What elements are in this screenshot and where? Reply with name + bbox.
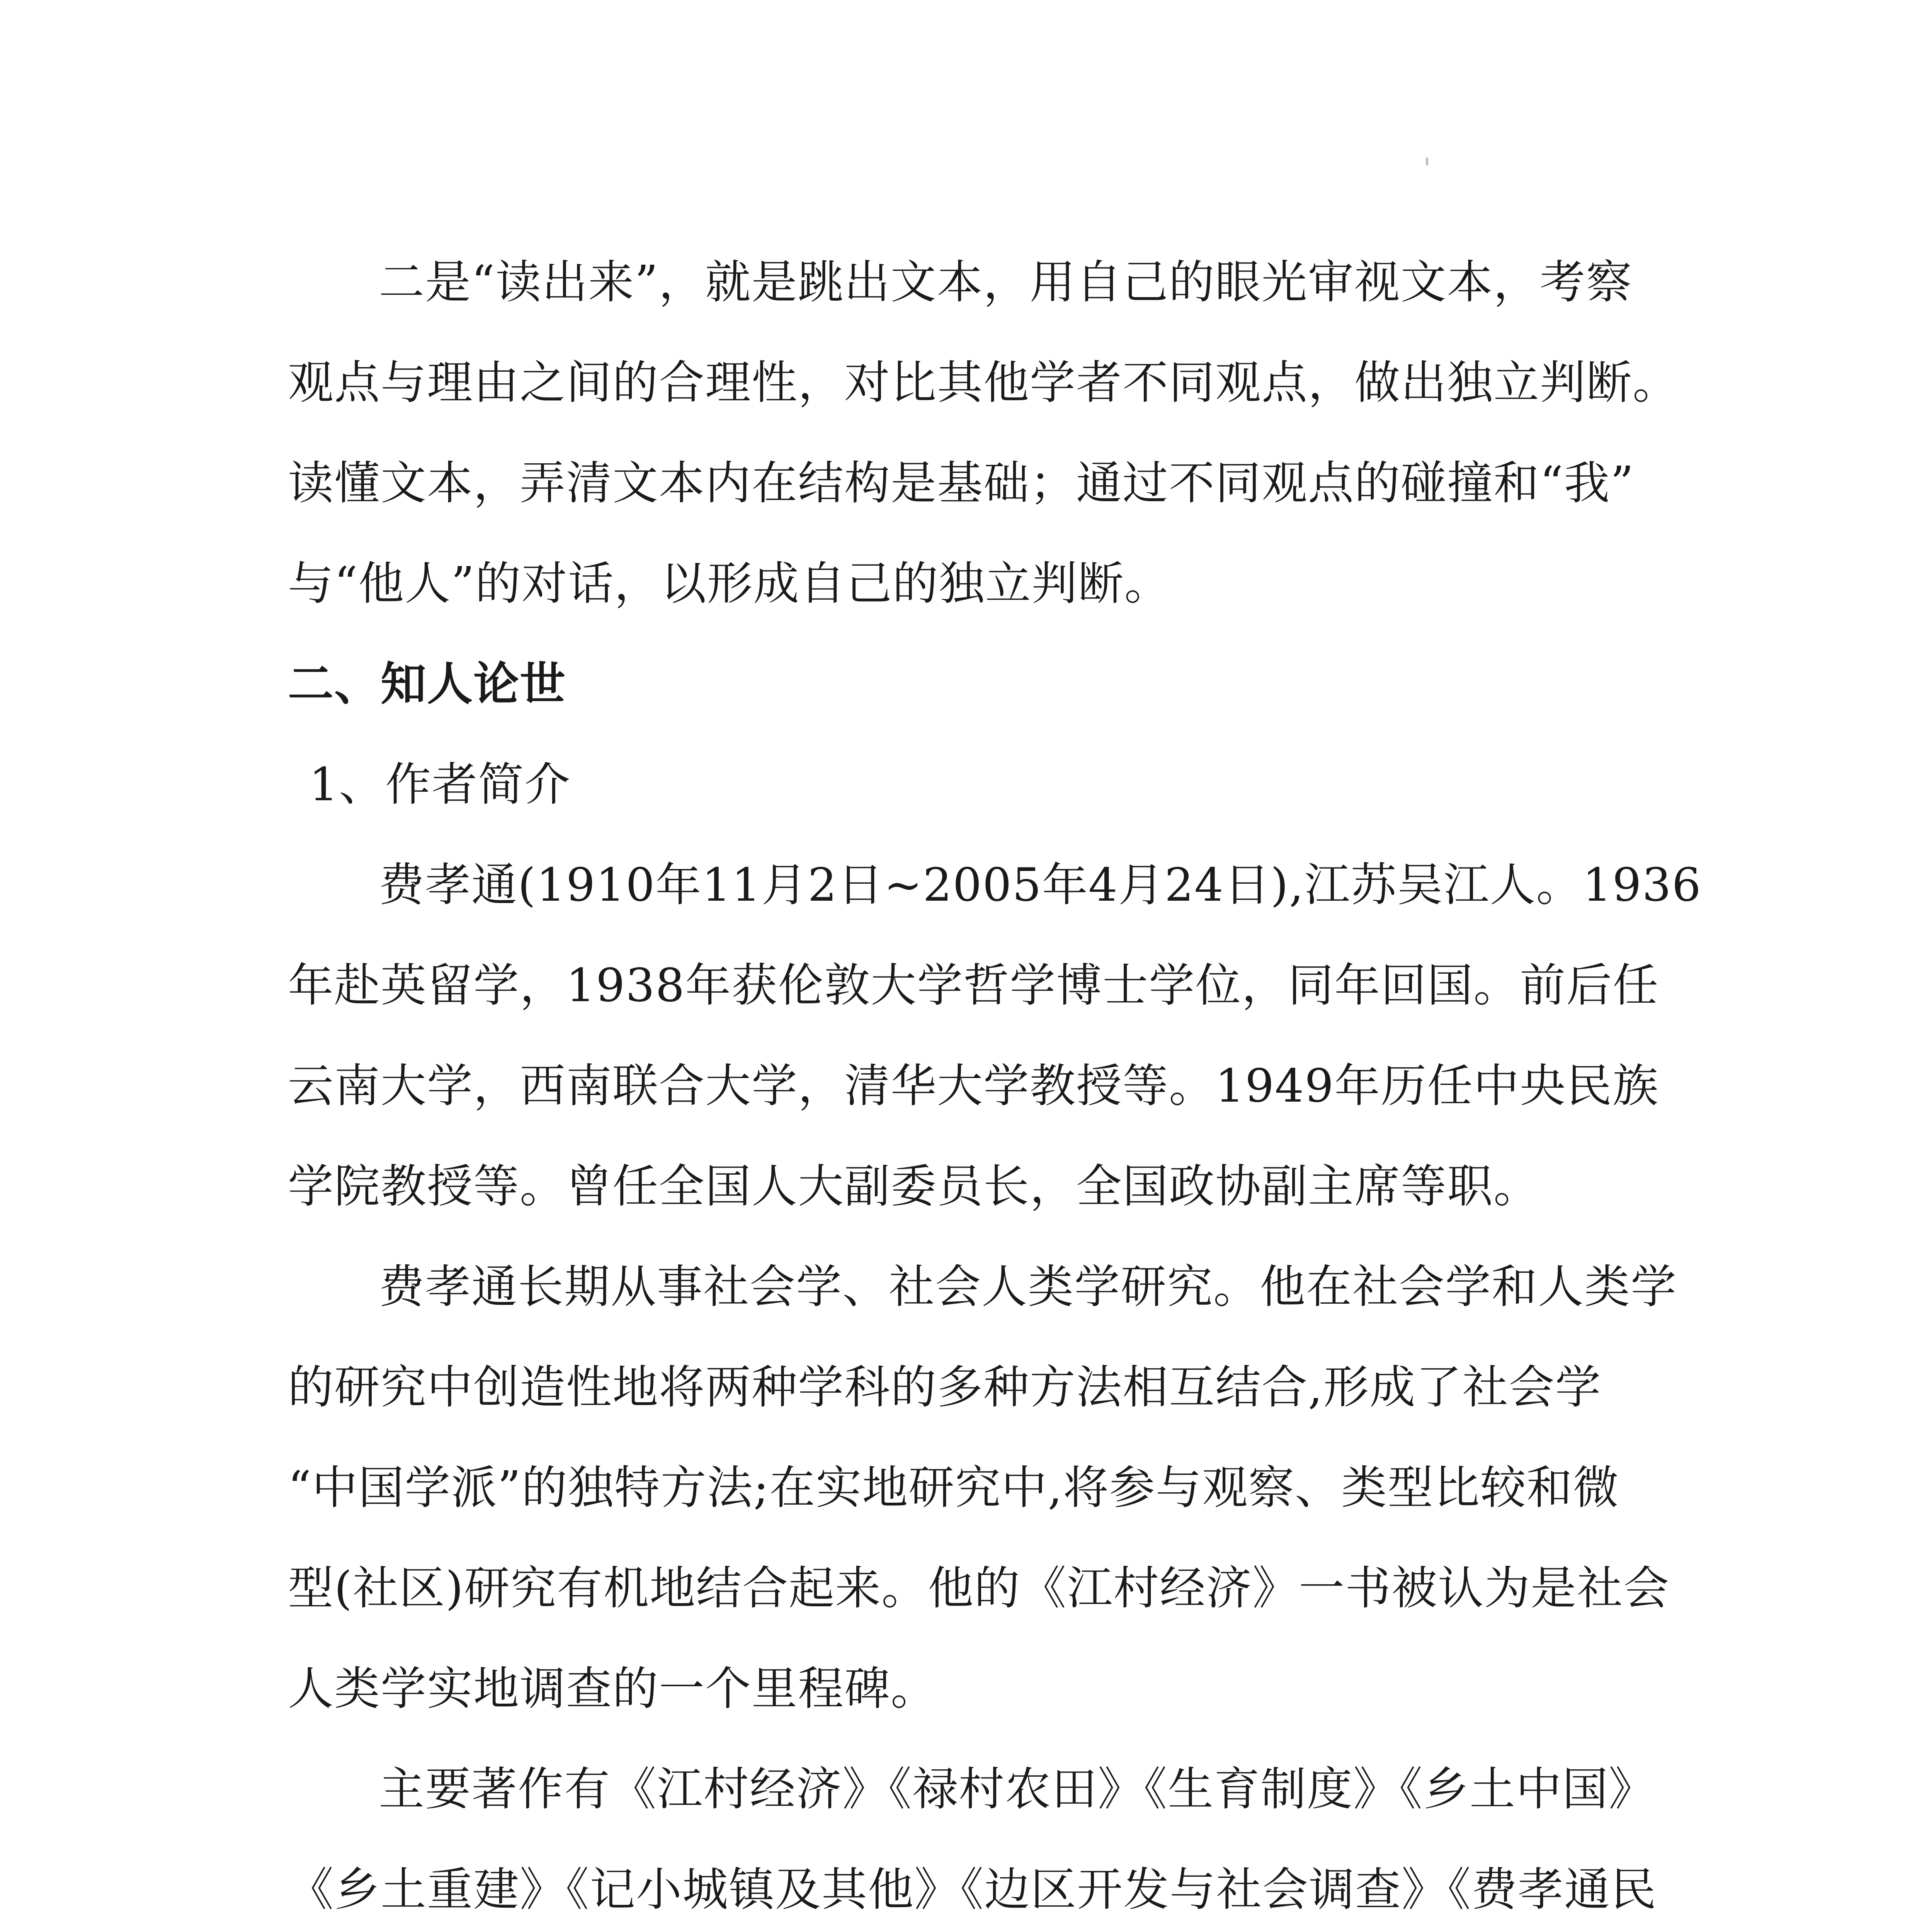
text-line-16: 主要著作有《江村经济》《禄村农田》《生育制度》《乡土中国》 [379, 1762, 1655, 1816]
text-line-8: 年赴英留学，1938年获伦敦大学哲学博士学位，同年回国。前后任 [288, 959, 1659, 1012]
text-line-1: 二是“读出来”，就是跳出文本，用自己的眼光审视文本，考察 [379, 255, 1633, 309]
text-line-13: “中国学派”的独特方法;在实地研究中,将参与观察、类型比较和微 [288, 1461, 1619, 1514]
section-heading-zhiren-lunshi: 二、知人论世 [288, 657, 566, 711]
text-line-12: 的研究中创造性地将两种学科的多种方法相互结合,形成了社会学 [288, 1361, 1602, 1414]
text-line-17: 《乡土重建》《记小城镇及其他》《边区开发与社会调查》《费孝通民 [288, 1863, 1657, 1916]
text-line-15: 人类学实地调查的一个里程碑。 [288, 1662, 937, 1715]
text-line-10: 学院教授等。曾任全国人大副委员长，全国政协副主席等职。 [288, 1160, 1540, 1213]
page-mark [1426, 158, 1428, 165]
text-line-4: 与“他人”的对话，以形成自己的独立判断。 [288, 557, 1171, 610]
subheading-author-intro: 1、作者简介 [309, 758, 571, 811]
text-line-2: 观点与理由之间的合理性，对比其他学者不同观点，做出独立判断。 [288, 356, 1679, 409]
text-line-14: 型(社区)研究有机地结合起来。他的《江村经济》一书被认为是社会 [288, 1561, 1670, 1615]
text-line-7: 费孝通(1910年11月2日~2005年4月24日),江苏吴江人。1936 [379, 858, 1702, 912]
text-line-11: 费孝通长期从事社会学、社会人类学研究。他在社会学和人类学 [379, 1260, 1677, 1313]
text-line-9: 云南大学，西南联合大学，清华大学教授等。1949年历任中央民族 [288, 1059, 1659, 1112]
text-line-3: 读懂文本，弄清文本内在结构是基础；通过不同观点的碰撞和“我” [288, 456, 1635, 510]
